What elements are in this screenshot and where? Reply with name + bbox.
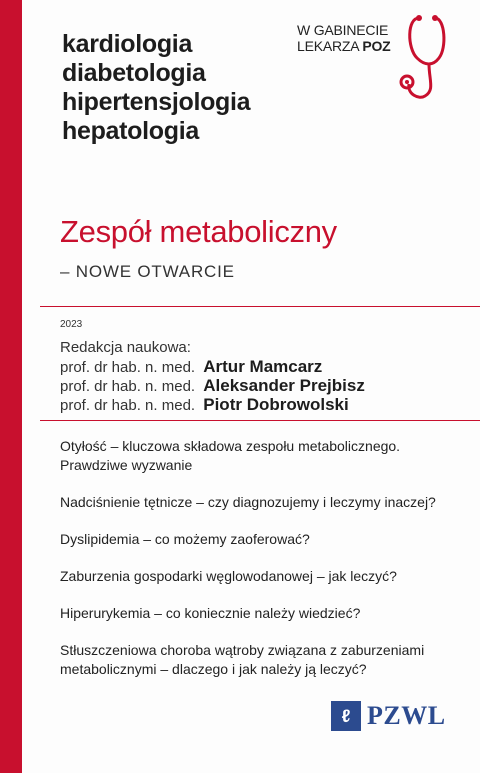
specialties-list <box>62 30 250 146</box>
specialty: hepatologia <box>62 117 199 145</box>
editor-title: prof. dr hab. n. med. <box>60 359 196 376</box>
publisher-mark-icon: ℓ <box>331 701 361 731</box>
series-badge <box>297 22 467 112</box>
topic-item: Hiperurykemia – co koniecznie należy wiedzieć? <box>60 605 361 621</box>
topic-item: Zaburzenia gospodarki węglowodanowej – jak leczyć? <box>60 568 397 584</box>
publisher-logo <box>331 700 446 732</box>
stethoscope-icon <box>377 10 472 105</box>
editor <box>60 376 365 396</box>
series-badge-line1: W GABINECIE <box>297 22 389 38</box>
book-title: Zespół metaboliczny <box>60 214 337 249</box>
editors-label: Redakcja naukowa: <box>60 339 191 356</box>
specialty: hipertensjologia <box>62 88 251 116</box>
topic-item: Stłuszczeniowa choroba wątroby związana z zaburzeniami metabolicznymi – dlaczego i jak należy ją leczyć? <box>60 642 425 677</box>
editor-title: prof. dr hab. n. med. <box>60 397 196 414</box>
divider <box>40 420 480 421</box>
series-badge-line2: LEKARZA POZ <box>297 38 391 54</box>
topic-item: Dyslipidemia – co możemy zaoferować? <box>60 531 310 547</box>
cover-red-stripe <box>0 0 22 773</box>
editor-name: Aleksander Prejbisz <box>203 376 365 395</box>
topic-item: Otyłość – kluczowa składowa zespołu metabolicznego. Prawdziwe wyzwanie <box>60 438 401 473</box>
book-subtitle: – NOWE OTWARCIE <box>60 262 235 281</box>
editor <box>60 395 349 415</box>
editor-title: prof. dr hab. n. med. <box>60 378 196 395</box>
topics-list <box>60 437 470 697</box>
editor <box>60 357 322 377</box>
publication-year: 2023 <box>60 319 83 330</box>
editor-name: Artur Mamcarz <box>203 357 323 376</box>
editor-name: Piotr Dobrowolski <box>203 395 349 414</box>
specialty: kardiologia <box>62 30 193 58</box>
topic-item: Nadciśnienie tętnicze – czy diagnozujemy i leczymy inaczej? <box>60 494 436 510</box>
publisher-name: PZWL <box>367 701 446 730</box>
divider <box>40 306 480 307</box>
specialty: diabetologia <box>62 59 206 87</box>
